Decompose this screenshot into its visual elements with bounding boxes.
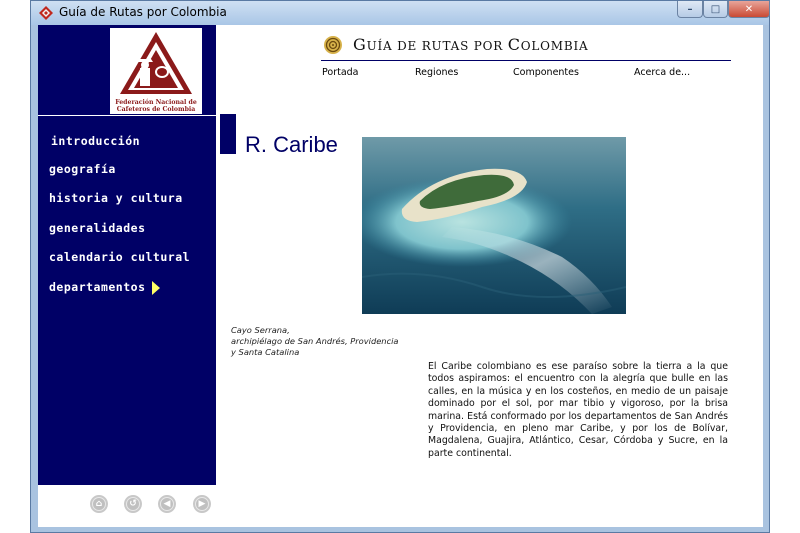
app-window xyxy=(30,0,770,533)
next-button[interactable] xyxy=(193,495,211,513)
sidebar-item-introduccion[interactable]: introducción xyxy=(51,134,141,148)
section-title: R. Caribe xyxy=(245,132,338,157)
previous-button[interactable] xyxy=(158,495,176,513)
sidebar-item-historia-y-cultura[interactable]: historia y cultura xyxy=(49,191,183,205)
minimize-button[interactable]: – xyxy=(677,1,703,18)
logo-caption-line1: Federación Nacional de xyxy=(115,99,197,106)
sidebar-item-calendario-cultural[interactable]: calendario cultural xyxy=(49,250,191,264)
sidebar-item-departamentos[interactable] xyxy=(49,280,160,295)
logo-divider xyxy=(38,115,216,116)
previous-icon: ◀ xyxy=(161,498,173,510)
logo-caption-line2: Cafeteros de Colombia xyxy=(116,106,196,113)
topnav-regiones[interactable]: Regiones xyxy=(415,67,459,78)
header-title-initial: G xyxy=(353,35,367,54)
island-aerial-image xyxy=(362,137,626,314)
back-button[interactable] xyxy=(124,495,142,513)
header-title-middle: UÍA DE RUTAS POR xyxy=(366,39,508,53)
logo-caption xyxy=(110,99,202,113)
sidebar-item-generalidades[interactable]: generalidades xyxy=(49,221,146,235)
close-button[interactable]: ✕ xyxy=(728,1,770,18)
home-button[interactable] xyxy=(90,495,108,513)
caption-line1: Cayo Serrana, xyxy=(231,325,290,335)
photo-caption xyxy=(231,325,399,358)
home-icon: ⌂ xyxy=(93,498,105,510)
region-description: El Caribe colombiano es ese paraíso sobre la tierra a la que todos aspiramos: el encuentro con la alegría que bulle en las calles, en la música y en los costeños, en medio de un paisaje dominado por el sol, por mar tibio y vigoroso, por la brisa marina. Está conformado por los departamentos de San Andrés y Providencia, en pleno mar Caribe, y por los de Bolívar, Magdalena, Guajira, Atlántico, Cesar, Córdoba y Sucre, en la parte continental. xyxy=(428,361,728,459)
sidebar-item-departamentos-label: departamentos xyxy=(49,280,146,294)
back-icon: ↺ xyxy=(127,498,139,510)
header-title-initial-2: C xyxy=(507,35,521,54)
caption-line3: y Santa Catalina xyxy=(231,347,300,357)
app-header-title xyxy=(353,35,589,54)
spiral-logo-icon xyxy=(323,35,343,55)
sidebar-item-geografia[interactable]: geografía xyxy=(49,162,116,176)
topnav-componentes[interactable]: Componentes xyxy=(513,67,579,78)
caption-line2: archipiélago de San Andrés, Providencia xyxy=(231,336,399,346)
window-title: Guía de Rutas por Colombia xyxy=(59,5,227,19)
cayo-serrana-photo xyxy=(362,137,626,314)
juan-valdez-logo-icon xyxy=(110,28,202,98)
topnav-acerca-de[interactable]: Acerca de... xyxy=(634,67,691,78)
header-title-end: OLOMBIA xyxy=(520,39,589,53)
maximize-button[interactable]: □ xyxy=(703,1,728,18)
topnav-portada[interactable]: Portada xyxy=(322,67,359,78)
arrow-right-icon xyxy=(152,281,160,295)
app-content xyxy=(38,25,763,527)
fedecafe-logo xyxy=(110,28,202,114)
title-bar[interactable] xyxy=(31,1,769,25)
app-diamond-icon xyxy=(39,6,53,20)
section-marker xyxy=(220,114,236,154)
sidebar xyxy=(38,25,216,485)
next-icon: ▶ xyxy=(196,498,208,510)
header-divider xyxy=(321,60,731,61)
